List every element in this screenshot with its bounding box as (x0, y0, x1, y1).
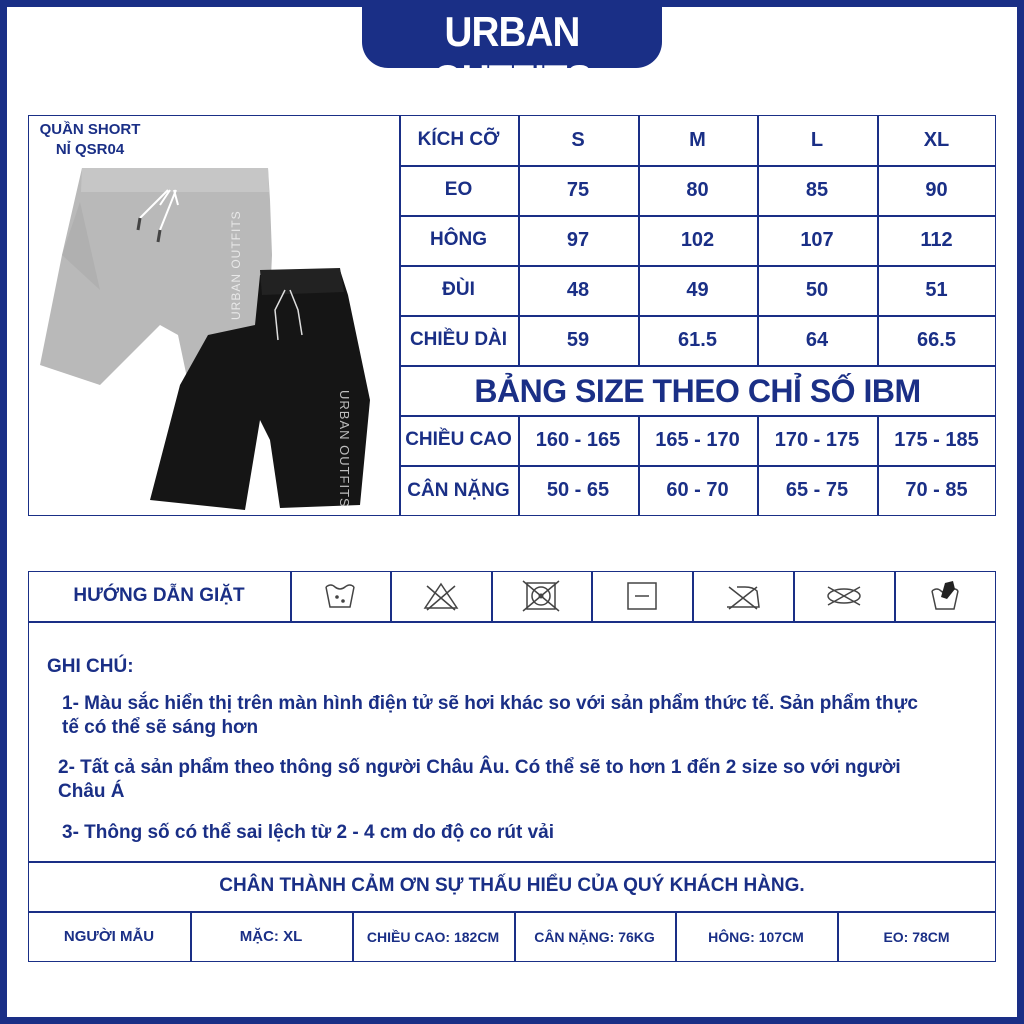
table-cell: 64 (805, 328, 829, 351)
table-cell: 51 (925, 278, 948, 301)
table-cell: 50 - 65 (546, 479, 610, 501)
table-cell: 97 (566, 228, 590, 251)
table-cell: 165 - 170 (655, 428, 740, 451)
table-cell: 59 (566, 328, 590, 351)
table-cell: 61.5 (678, 328, 717, 351)
note-1-line1: 1- Màu sắc hiển thị trên màn hình điện tử sẽ hơi khác so với sản phẩm thức tế. Sản phẩm thực (62, 693, 918, 714)
row-label-dui: ĐÙI (442, 279, 475, 300)
note-1-line2: tế có thể sẽ sáng hơn (62, 717, 259, 738)
model-hip: HÔNG: 107CM (708, 928, 804, 945)
wash-guide-label: HƯỚNG DẪN GIẶT (73, 585, 245, 606)
model-weight: CÂN NẶNG: 76KG (534, 928, 655, 945)
row-label-can-nang: CÂN NẶNG (407, 479, 510, 501)
iron-low-icon (692, 571, 793, 621)
table-cell: 160 - 165 (535, 428, 621, 451)
no-bleach-icon (390, 571, 491, 621)
table-cell: 50 (805, 278, 829, 301)
line-dry-icon (591, 571, 692, 621)
thanks-message: CHÂN THÀNH CẢM ƠN SỰ THẤU HIỂU CỦA QUÝ KHÁCH HÀNG. (219, 875, 805, 896)
model-wear-size: MẶC: XL (239, 928, 303, 945)
table-cell: 102 (680, 228, 715, 251)
notes-title: GHI CHÚ: (47, 656, 134, 677)
product-name-line1: QUẦN SHORT (39, 121, 141, 138)
note-3: 3- Thông số có thể sai lệch từ 2 - 4 cm do độ co rút vải (62, 822, 555, 843)
note-2-line2: Châu Á (58, 781, 125, 802)
table-cell: 90 (925, 178, 948, 201)
gray-short-print: URBAN OUTFITS (229, 210, 243, 320)
row-label-hong: HÔNG (430, 229, 487, 250)
no-tumble-dry-icon (491, 571, 591, 621)
model-height: CHIỀU CAO: 182CM (366, 928, 500, 945)
table-cell: 175 - 185 (894, 428, 979, 451)
size-header-l: L (810, 128, 824, 151)
hand-wash-icon (894, 571, 996, 621)
no-dry-clean-icon (793, 571, 894, 621)
note-2-line1: 2- Tất cả sản phẩm theo thông số người Châu Âu. Có thể sẽ to hơn 1 đến 2 size so với người (58, 757, 901, 778)
table-cell: 170 - 175 (774, 428, 860, 451)
table-cell: 85 (805, 178, 829, 201)
table-cell: 70 - 85 (905, 479, 968, 501)
table-cell: 75 (566, 178, 590, 201)
table-cell: 48 (566, 278, 590, 301)
row-divider (28, 621, 996, 623)
size-header-xl: XL (923, 128, 950, 151)
model-waist: EO: 78CM (883, 928, 950, 945)
table-cell: 65 - 75 (785, 479, 849, 501)
size-header-s: S (571, 128, 585, 151)
size-header-label: KÍCH CỠ (417, 129, 500, 150)
row-label-chieu-dai: CHIỀU DÀI (409, 329, 508, 350)
product-name (30, 120, 150, 160)
product-name-line2: NỈ QSR04 (55, 141, 125, 158)
table-cell: 107 (800, 228, 834, 251)
product-image (40, 160, 390, 515)
model-label: NGƯỜI MẪU (63, 928, 155, 945)
wash-basin-icon (290, 571, 390, 621)
table-cell: 49 (686, 278, 709, 301)
brand-title: URBAN OUTFITS (432, 8, 592, 103)
black-short-print: URBAN OUTFITS (337, 390, 352, 508)
table-cell: 60 - 70 (666, 479, 729, 501)
size-header-m: M (689, 128, 706, 151)
table-cell: 80 (686, 178, 709, 201)
table-cell: 112 (920, 228, 953, 251)
table-cell: 66.5 (917, 328, 956, 351)
ibm-title: BẢNG SIZE THEO CHỈ SỐ IBM (474, 372, 921, 409)
row-label-eo: EO (444, 179, 473, 200)
row-label-chieu-cao: CHIỀU CAO (405, 429, 512, 450)
